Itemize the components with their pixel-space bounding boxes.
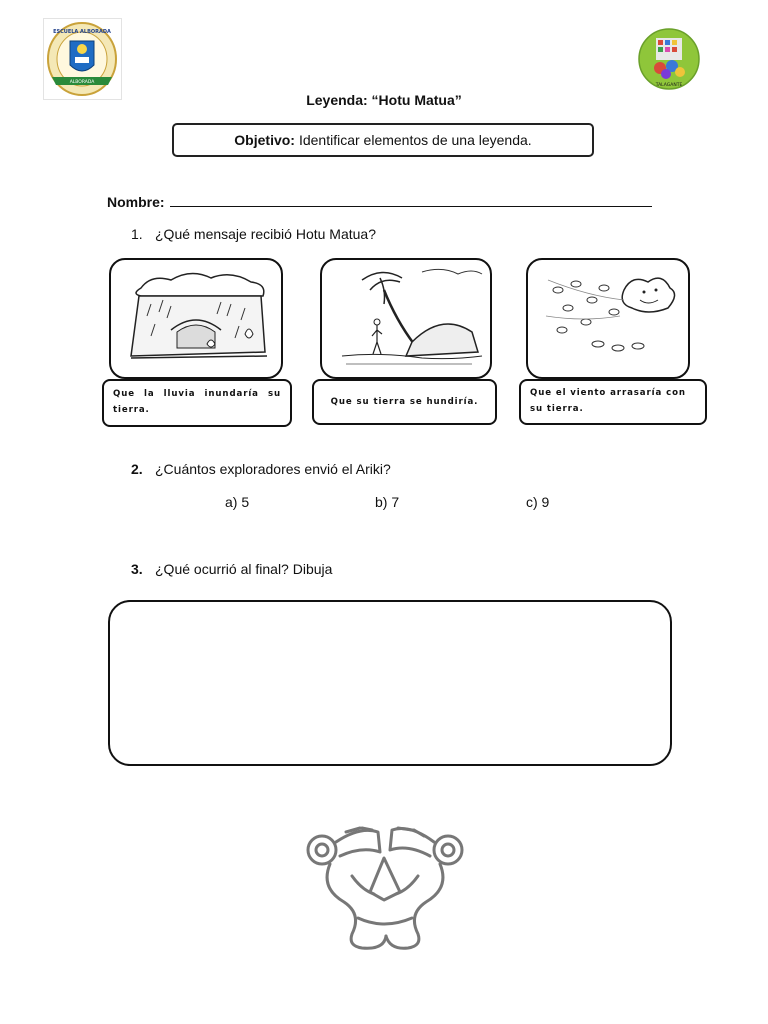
option-1-caption[interactable]: Que la lluvia inundaría su tierra. bbox=[102, 379, 292, 427]
svg-text:ESCUELA ALBORADA: ESCUELA ALBORADA bbox=[53, 29, 111, 35]
question-2-number: 2. bbox=[131, 461, 143, 477]
option-3-caption[interactable]: Que el viento arrasaría con su tierra. bbox=[519, 379, 707, 425]
drawing-area[interactable] bbox=[108, 600, 672, 766]
question-1-text: ¿Qué mensaje recibió Hotu Matua? bbox=[155, 226, 376, 242]
name-label: Nombre: bbox=[107, 194, 165, 210]
sinking-island-illustration[interactable] bbox=[320, 258, 492, 379]
question-2 bbox=[131, 461, 391, 477]
option-2-caption[interactable]: Que su tierra se hundiría. bbox=[312, 379, 497, 425]
question-3-text: ¿Qué ocurrió al final? Dibuja bbox=[155, 561, 333, 577]
question-2-text: ¿Cuántos exploradores envió el Ariki? bbox=[155, 461, 391, 477]
wind-leaves-illustration[interactable] bbox=[526, 258, 690, 379]
svg-text:TALAGANTE: TALAGANTE bbox=[655, 83, 683, 88]
svg-text:ALBORADA: ALBORADA bbox=[69, 80, 95, 85]
rain-flood-illustration[interactable] bbox=[109, 258, 283, 379]
name-underline[interactable] bbox=[170, 192, 652, 207]
answer-option-a[interactable]: a) 5 bbox=[225, 494, 250, 510]
school-crest-logo bbox=[43, 18, 122, 100]
question-1-number: 1. bbox=[131, 226, 143, 242]
question-1 bbox=[131, 226, 376, 242]
integration-program-logo bbox=[636, 26, 702, 92]
worksheet-title: Leyenda: “Hotu Matua” bbox=[306, 92, 462, 108]
name-field[interactable] bbox=[107, 192, 667, 210]
objective-box bbox=[172, 123, 594, 157]
objective-text: Identificar elementos de una leyenda. bbox=[298, 132, 532, 148]
rapa-nui-face-outline bbox=[300, 818, 470, 954]
question-3-number: 3. bbox=[131, 561, 143, 577]
objective-label: Objetivo: bbox=[234, 132, 295, 148]
answer-option-c[interactable]: c) 9 bbox=[526, 494, 550, 510]
question-3 bbox=[131, 561, 332, 577]
answer-option-b[interactable]: b) 7 bbox=[375, 494, 400, 510]
